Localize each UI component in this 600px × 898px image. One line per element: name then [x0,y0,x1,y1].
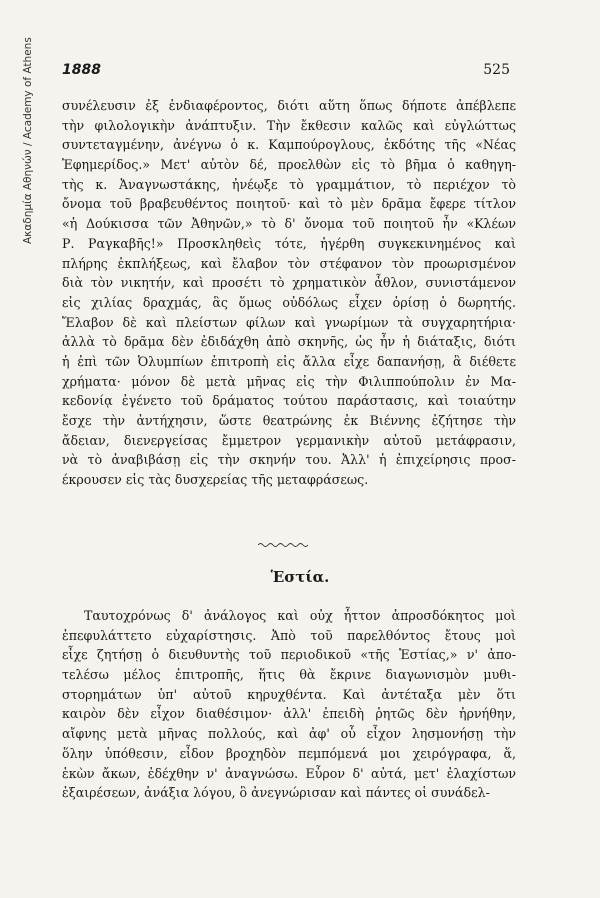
paragraph-2 [62,606,516,803]
watermark-text: Ακαδημία Αθηνών / Academy of Athens [22,37,34,244]
text-line: ἄδειαν, διενεργείσας ἔμμετρον γερμανικὴν αὐτοῦ μετάφρασιν, [62,432,516,448]
text-line: διὰ τὸν νικητήν, καὶ προσέτι τὸ χρηματικὸν ἆθλον, συνιστάμενον [62,275,516,291]
text-line: Ἐφημερίδος.» Μετ' αὐτὸν δέ, προελθὼν εἰς τὸ βῆμα ὁ καθηγη- [62,157,516,173]
text-line: ὅλην ὑπόθεσιν, εἶδον βροχηδὸν πεμπόμενά μοι χειρόγραφα, ἅ, [62,745,516,761]
text-line: αἴφνης μετὰ μῆνας πολλούς, καὶ ἀφ' οὗ εἶχον λησμονήσῃ τὴν [62,726,516,742]
text-line: κεδονίᾳ ἐγένετο τοῦ δράματος τούτου παράστασις, καὶ τοιαύτην [62,393,516,409]
text-line: εἰς χιλίας δραχμάς, ἃς ὅμως οὐδόλως εἶχεν ὁρίσῃ ὁ δωρητής. [62,294,516,310]
text-line: ὄνομα τοῦ βραβευθέντος ποιητοῦ· καὶ τὸ μὲν δρᾶμα ἔφερε τίτλον [62,196,516,212]
text-line: «ἡ Δούκισσα τῶν Ἀθηνῶν,» τὸ δ' ὄνομα τοῦ ποιητοῦ ἦν «Κλέων [62,216,516,232]
text-line: τὴν φιλολογικὴν ἀνάπτυξιν. Τὴν ἔκθεσιν καλῶς καὶ εὐγλώττως [62,117,516,133]
text-line: έκρουσεν εἰς τὰς δυσχερείας τῆς μεταφράσεως. [62,472,369,488]
paragraph-1 [62,96,516,490]
divider-ornament [258,540,308,550]
text-line: συντεταγμένην, ἀνέγνω ὁ κ. Καμπούρογλους, ἐκδότης τῆς «Νέας [62,137,516,153]
text-line: νὰ τὸ ἀναβιβάσῃ εἰς τὴν σκηνήν του. Ἀλλ' ἡ ἐπιχείρησις προσ- [62,452,516,468]
page-number: 525 [483,62,510,78]
text-line: ἡ ἐπὶ τῶν Ὀλυμπίων ἐπιτροπὴ εἰς ἄλλα εἶχε δαπανήσῃ, ἃ διέθετε [62,353,516,369]
text-line: Ρ. Ραγκαβῆς!» Προσκληθεὶς τότε, ἠγέρθη συγκεκινημένος καὶ [62,235,516,251]
text-line: εἶχε ζητήσῃ ὁ διευθυντὴς τοῦ περιοδικοῦ «τῆς Ἑστίας,» ν' ἀπο- [62,647,516,663]
text-line: ἀλλὰ τὸ δρᾶμα δὲν ἐδιδάχθη ἀπὸ σκηνῆς, ὡς ἦν ἡ διάταξις, διότι [62,334,516,350]
text-line: πλήρης ἐκπλήξεως, καὶ ἔλαβον τὸν στέφανον τὸν προωρισμένον [62,255,516,271]
text-line: στορημάτων ὑπ' αὐτοῦ κηρυχθέντα. Καὶ ἀντέταξα μὲν ὅτι [62,686,516,702]
text-line: τελέσω μέλος ἐπιτροπῆς, ἥτις θὰ ἔκρινε διαγωνισμὸν μυθι- [62,667,516,683]
section-title: Ἑστία. [270,568,330,586]
text-line: Ἔλαβον δὲ καὶ πλείστων φίλων καὶ γνωρίμων τὰ συγχαρητήρια· [62,314,516,330]
text-line: χρήματα· μόνον δὲ μετὰ μῆνας εἰς τὴν Φιλιππούπολιν ἐν Μα- [62,373,516,389]
page-header [62,62,510,82]
text-line: ἐπεφυλάττετο εὐχαρίστησις. Ἀπὸ τοῦ παρελθόντος ἔτους μοὶ [62,627,516,643]
text-line: συνέλευσιν ἐξ ἐνδιαφέροντος, διότι αὕτη ὅπως δήποτε ἀπέβλεπε [62,98,516,113]
text-line: ἐξαιρέσεων, ἀνάξια λόγου, ὃ ἀνεγνώρισαν καὶ πάντες οἱ συνάδελ- [62,785,490,801]
text-line: ἔσχε τὴν ἀντήχησιν, ὥστε θεατρώνης ἐκ Βιέννης ἐζήτησε τὴν [62,413,516,428]
running-head-year: 1888 [62,62,101,78]
text-line: τὴς κ. Ἀναγνωστάκης, ἠνέῳξε τὸ γραμμάτιον, τὸ περιέχον τὸ [62,176,516,192]
text-line: καιρὸν δὲν εἶχον διαθέσιμον· ἀλλ' ἐπειδὴ ῥητῶς δὲν ἠρνήθην, [62,706,516,722]
text-line: ἑκὼν ἄκων, ἐδέχθην ν' ἀναγνώσω. Εὗρον δ' αὐτά, μετ' ἐλαχίστων [62,765,516,781]
text-line: Ταυτοχρόνως δ' ἀνάλογος καὶ οὐχ ἧττον ἀπροσδόκητος μοὶ [84,608,516,623]
